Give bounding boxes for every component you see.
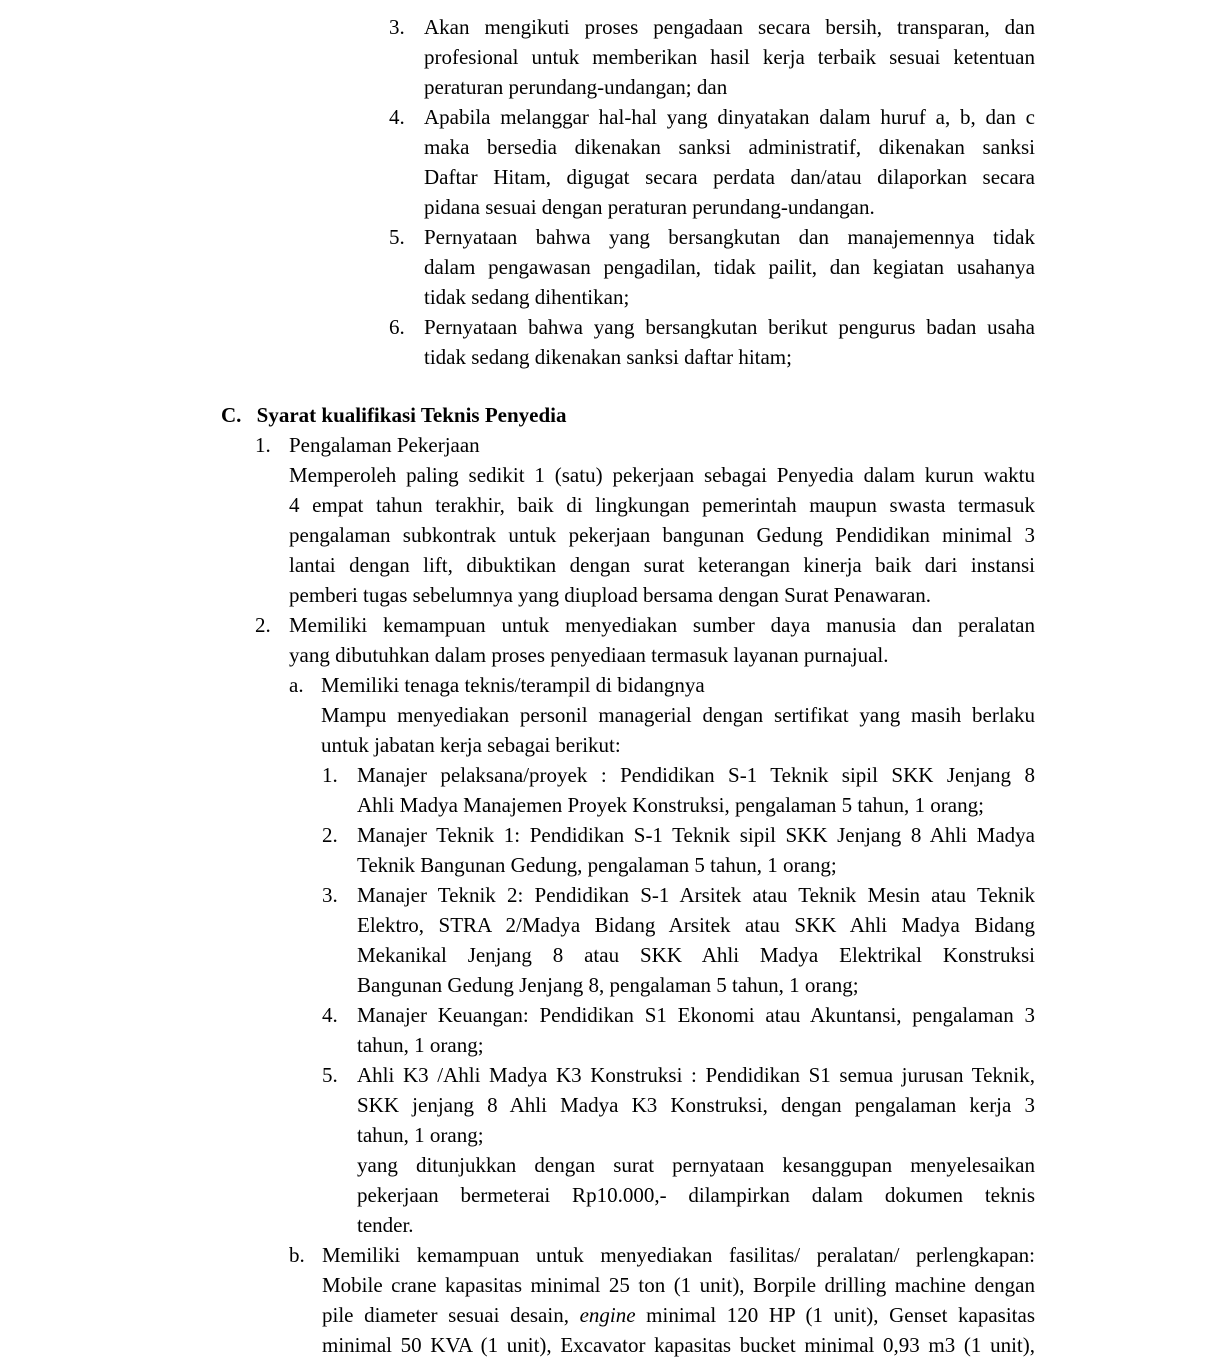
list-number: 5.: [389, 225, 405, 249]
text-line: SKK jenjang 8 Ahli Madya K3 Konstruksi, dengan pengalaman kerja 3: [357, 1093, 1035, 1117]
text-line: profesional untuk memberikan hasil kerja terbaik sesuai ketentuan: [424, 45, 1035, 69]
text-line: Teknik Bangunan Gedung, pengalaman 5 tahun, 1 orang;: [357, 853, 837, 877]
section-title: Syarat kualifikasi Teknis Penyedia: [256, 403, 567, 427]
list-number: 4.: [389, 105, 405, 129]
list-letter: b.: [289, 1243, 305, 1267]
text-line: Apabila melanggar hal-hal yang dinyatakan dalam huruf a, b, dan c: [424, 105, 1035, 129]
personnel-item: [322, 1060, 1035, 1240]
text-line: yang ditunjukkan dengan surat pernyataan kesanggupan menyelesaikan: [357, 1153, 1035, 1177]
list-item: [389, 12, 1035, 102]
text-line: peraturan perundang-undangan; dan: [424, 75, 728, 99]
text-line: minimal 50 KVA (1 unit), Excavator kapasitas bucket minimal 0,93 m3 (1 unit),: [322, 1333, 1035, 1357]
list-item: [389, 312, 1035, 372]
italic-term: engine: [579, 1303, 636, 1327]
text-line: Ahli K3 /Ahli Madya K3 Konstruksi : Pendidikan S1 semua jurusan Teknik,: [357, 1063, 1035, 1087]
list-number: 3.: [389, 15, 405, 39]
subheading: Memiliki tenaga teknis/terampil di bidangnya: [321, 673, 705, 697]
text-line: tender.: [357, 1213, 414, 1237]
text-line: Pernyataan bahwa yang bersangkutan berikut pengurus badan usaha: [424, 315, 1035, 339]
sub-list-item: [289, 670, 1035, 760]
list-item: [389, 102, 1035, 222]
list-number: 6.: [389, 315, 405, 339]
text-line: Akan mengikuti proses pengadaan secara bersih, transparan, dan: [424, 15, 1035, 39]
text-line: yang dibutuhkan dalam proses penyediaan termasuk layanan purnajual.: [289, 643, 889, 667]
list-number: 3.: [322, 883, 338, 907]
text-line: tahun, 1 orang;: [357, 1123, 484, 1147]
section-heading: [221, 400, 567, 430]
text-line: dalam pengawasan pengadilan, tidak pailit, dan kegiatan usahanya: [424, 255, 1035, 279]
list-letter: a.: [289, 673, 304, 697]
list-number: 1.: [255, 433, 271, 457]
text-line: Daftar Hitam, digugat secara perdata dan/atau dilaporkan secara: [424, 165, 1035, 189]
text-line: Elektro, STRA 2/Madya Bidang Arsitek atau SKK Ahli Madya Bidang: [357, 913, 1035, 937]
list-number: 2.: [255, 613, 271, 637]
personnel-item: [322, 760, 1035, 820]
text-fragment: minimal 120 HP (1 unit), Genset kapasitas: [646, 1303, 1036, 1327]
list-number: 1.: [322, 763, 338, 787]
subheading: Pengalaman Pekerjaan: [289, 433, 480, 457]
text-line: pidana sesuai dengan peraturan perundang-undangan.: [424, 195, 875, 219]
section-label: C.: [221, 403, 242, 427]
list-number: 2.: [322, 823, 338, 847]
text-line: Memperoleh paling sedikit 1 (satu) pekerjaan sebagai Penyedia dalam kurun waktu: [289, 463, 1035, 487]
text-line: Mobile crane kapasitas minimal 25 ton (1 unit), Borpile drilling machine dengan: [322, 1273, 1035, 1297]
text-line: Manajer Teknik 1: Pendidikan S-1 Teknik sipil SKK Jenjang 8 Ahli Madya: [357, 823, 1035, 847]
text-line: untuk jabatan kerja sebagai berikut:: [321, 733, 621, 757]
text-line: Mampu menyediakan personil managerial dengan sertifikat yang masih berlaku: [321, 703, 1035, 727]
sub-list-item: [289, 1240, 1035, 1360]
list-item: [255, 610, 1035, 670]
personnel-item: [322, 880, 1035, 1000]
text-fragment: pile diameter sesuai desain,: [322, 1303, 569, 1327]
text-line: [322, 1300, 1035, 1330]
text-line: Memiliki kemampuan untuk menyediakan fasilitas/ peralatan/ perlengkapan:: [322, 1243, 1035, 1267]
text-line: Manajer Teknik 2: Pendidikan S-1 Arsitek atau Teknik Mesin atau Teknik: [357, 883, 1035, 907]
text-line: maka bersedia dikenakan sanksi administratif, dikenakan sanksi: [424, 135, 1035, 159]
text-line: Manajer pelaksana/proyek : Pendidikan S-1 Teknik sipil SKK Jenjang 8: [357, 763, 1035, 787]
text-line: lantai dengan lift, dibuktikan dengan surat keterangan kinerja baik dari instansi: [289, 553, 1035, 577]
list-item: [255, 430, 1035, 610]
text-line: pemberi tugas sebelumnya yang diupload bersama dengan Surat Penawaran.: [289, 583, 932, 607]
text-line: Bangunan Gedung Jenjang 8, pengalaman 5 tahun, 1 orang;: [357, 973, 859, 997]
text-line: Ahli Madya Manajemen Proyek Konstruksi, pengalaman 5 tahun, 1 orang;: [357, 793, 984, 817]
text-line: tahun, 1 orang;: [357, 1033, 484, 1057]
text-line: pekerjaan bermeterai Rp10.000,- dilampirkan dalam dokumen teknis: [357, 1183, 1035, 1207]
text-line: tidak sedang dihentikan;: [424, 285, 630, 309]
personnel-item: [322, 820, 1035, 880]
text-line: tidak sedang dikenakan sanksi daftar hitam;: [424, 345, 792, 369]
text-line: pengalaman subkontrak untuk pekerjaan bangunan Gedung Pendidikan minimal 3: [289, 523, 1035, 547]
text-line: Memiliki kemampuan untuk menyediakan sumber daya manusia dan peralatan: [289, 613, 1035, 637]
text-line: Pernyataan bahwa yang bersangkutan dan manajemennya tidak: [424, 225, 1035, 249]
personnel-item: [322, 1000, 1035, 1060]
list-item: [389, 222, 1035, 312]
text-line: Mekanikal Jenjang 8 atau SKK Ahli Madya Elektrikal Konstruksi: [357, 943, 1035, 967]
list-number: 5.: [322, 1063, 338, 1087]
list-number: 4.: [322, 1003, 338, 1027]
text-line: Manajer Keuangan: Pendidikan S1 Ekonomi atau Akuntansi, pengalaman 3: [357, 1003, 1035, 1027]
text-line: 4 empat tahun terakhir, baik di lingkungan pemerintah maupun swasta termasuk: [289, 493, 1035, 517]
